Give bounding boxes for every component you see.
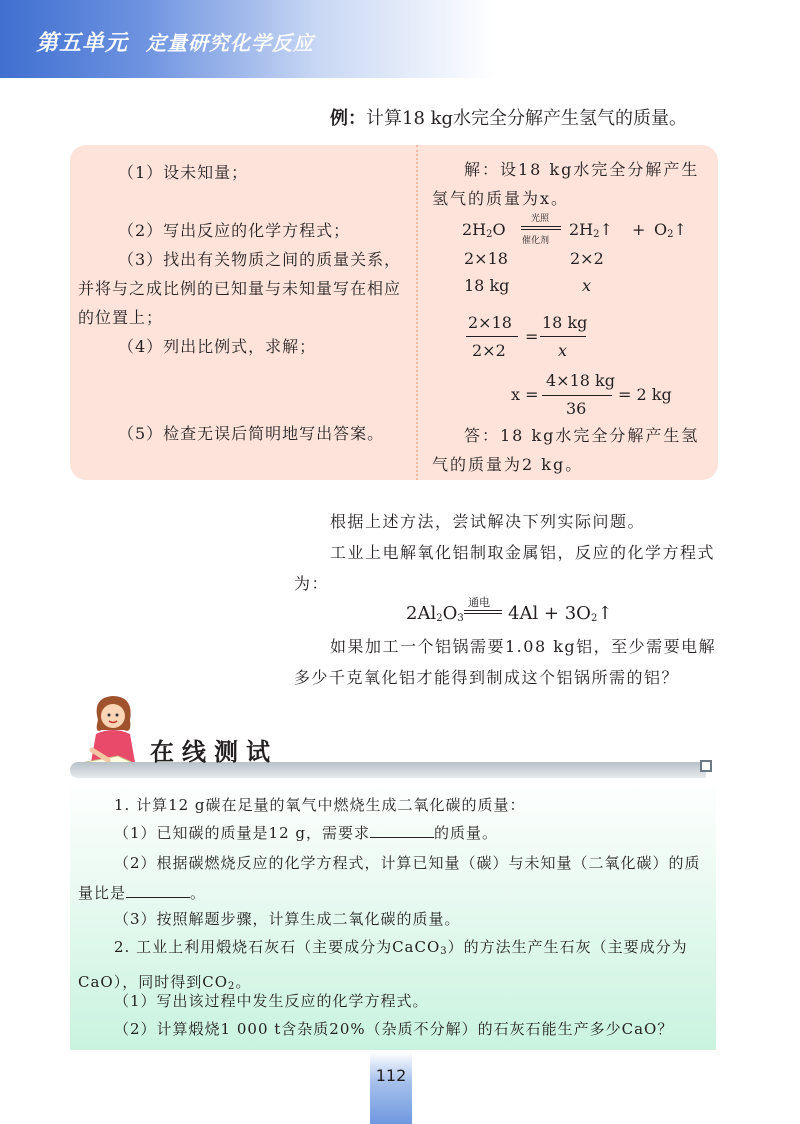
calc-lhs: x =	[511, 385, 539, 404]
equation-sign	[521, 226, 561, 230]
question-2-part-1: （1）写出该过程中发生反应的化学方程式。	[114, 992, 429, 1010]
practice-question: 如果加工一个铝锅需要1.08 kg铝，至少需要电解多少千克氧化铝才能得到制成这个铝锅所需的铝？	[294, 637, 717, 687]
product-oxygen: $O_2↑$	[654, 220, 687, 240]
calc-denominator: 36	[566, 399, 587, 418]
solution-answer: 答：18 kg水完全分解产生氢气的质量为2 kg。	[432, 426, 700, 474]
banner-end-square	[700, 760, 712, 772]
question-1-part-1: （1）已知碳的质量是12 g，需要求 的质量。	[114, 824, 499, 842]
unknown-x: x	[582, 276, 592, 295]
step-2: （2）写出反应的化学方程式；	[118, 221, 351, 240]
equation-sign	[464, 610, 502, 614]
fraction-bar	[466, 336, 518, 337]
question-2: 2. 工业上利用煅烧石灰石（主要成分为CaCO$_3$）的方法生产生石灰（主要成分为CaO），同时得到$CO_2$。	[78, 938, 688, 992]
example-text: 计算18 kg水完全分解产生氢气的质量。	[366, 108, 688, 129]
plus-sign: +	[632, 220, 646, 239]
mass-reactant: 2×18	[464, 249, 508, 268]
page-number-tab	[370, 1052, 412, 1124]
practice-eq-lhs: $2Al_2O_3$	[406, 603, 464, 624]
given-mass: 18 kg	[464, 276, 510, 295]
practice-eq-rhs: $4Al + 3O_2↑$	[508, 603, 613, 624]
question-1-part-3: （3）按照解题步骤，计算生成二氧化碳的质量。	[114, 910, 461, 928]
proportion-num-right: 18 kg	[542, 313, 588, 332]
online-test-title: 在线测试	[150, 738, 278, 766]
page-number: 112	[375, 1066, 407, 1085]
question-1-part-2: （2）根据碳燃烧反应的化学方程式，计算已知量（碳）与未知量（二氧化碳）的质量比是 。	[78, 854, 701, 902]
example-box	[70, 145, 718, 480]
step-3: （3）找出有关物质之间的质量关系，并将与之成比例的已知量与未知量写在相应的位置上；	[78, 250, 402, 327]
step-1: （1）设未知量；	[118, 163, 249, 182]
practice-intro: 根据上述方法，尝试解决下列实际问题。	[330, 512, 646, 531]
proportion-equals: =	[525, 327, 539, 346]
fraction-bar	[540, 336, 586, 337]
chapter-title	[36, 26, 314, 57]
step-4: （4）列出比例式，求解；	[118, 337, 317, 356]
product-hydrogen: $2H_2↑$	[569, 220, 613, 240]
solution-setup: 解：设18 kg水完全分解产生氢气的质量为x。	[432, 160, 700, 208]
condition-light: 光照	[531, 214, 550, 224]
online-test-box	[70, 778, 716, 1050]
calc-numerator: 4×18 kg	[546, 371, 615, 390]
example-label: 例：	[330, 108, 366, 129]
condition-catalyst: 催化剂	[522, 236, 550, 246]
proportion-den-left: 2×2	[472, 341, 506, 360]
proportion-num-left: 2×18	[468, 313, 512, 332]
chapter-header	[0, 0, 800, 78]
fraction-bar	[542, 395, 612, 396]
proportion-den-right: x	[558, 341, 568, 360]
question-1: 1. 计算12 g碳在足量的氧气中燃烧生成二氧化碳的质量：	[114, 796, 526, 814]
step-5: （5）检查无误后简明地写出答案。	[118, 424, 385, 443]
example-title	[330, 104, 687, 130]
unit-subtitle: 定量研究化学反应	[146, 31, 315, 55]
practice-problem: 工业上电解氧化铝制取金属铝，反应的化学方程式为：	[294, 543, 716, 593]
unit-label: 第五单元	[36, 31, 129, 56]
reactant-water: $2H_2O$	[462, 220, 506, 240]
mass-product: 2×2	[570, 249, 604, 268]
answer-blank	[126, 884, 190, 898]
calc-result: = 2 kg	[618, 385, 672, 404]
practice-eq-condition: 通电	[468, 596, 490, 609]
answer-blank	[370, 824, 434, 838]
question-2-part-2: （2）计算煅烧1 000 t含杂质20%（杂质不分解）的石灰石能生产多少CaO？	[114, 1020, 674, 1038]
